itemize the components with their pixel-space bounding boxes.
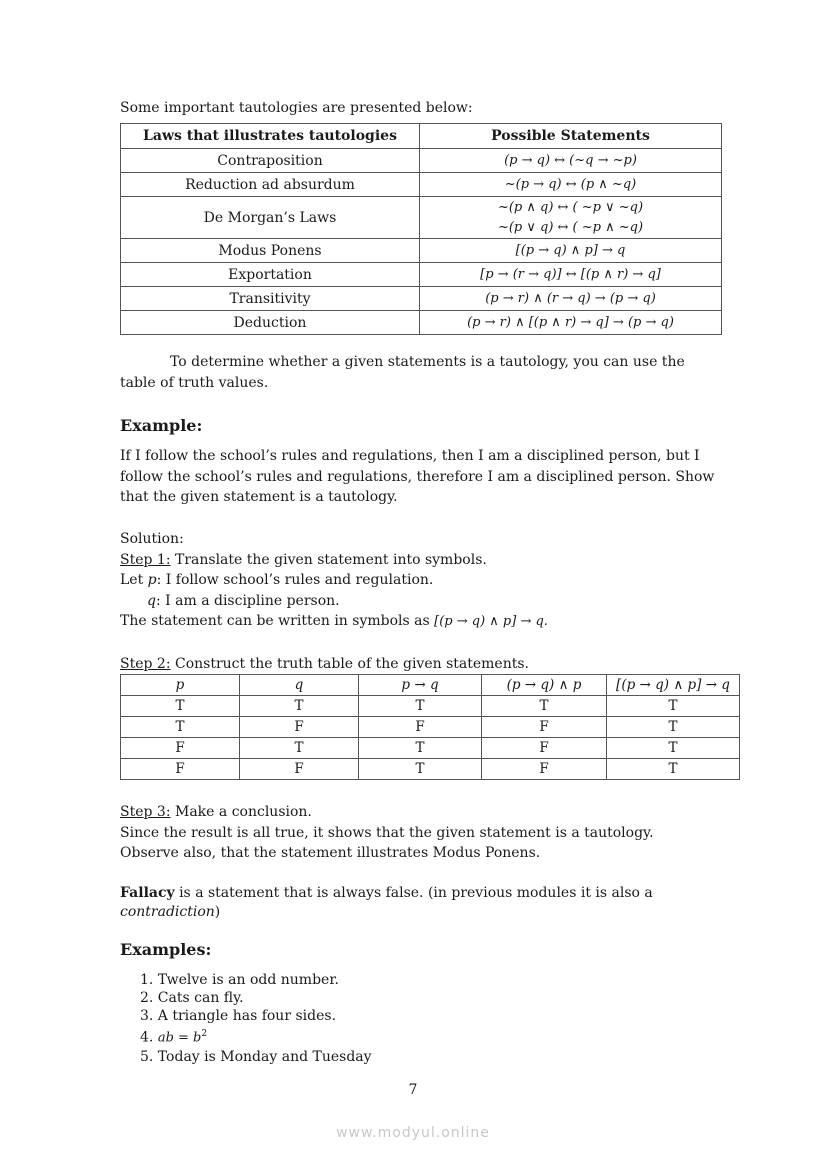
symbols-line xyxy=(120,611,746,633)
column-header: p → q xyxy=(359,675,482,696)
paragraph xyxy=(120,352,746,393)
law-statement xyxy=(420,197,722,239)
table-cell: T xyxy=(359,696,482,717)
paragraph-line: table of truth values. xyxy=(120,374,269,391)
step-label: Step 1: xyxy=(120,551,171,568)
list-item: 3. A triangle has four sides. xyxy=(140,1008,337,1024)
table-cell: T xyxy=(607,759,740,780)
step-1 xyxy=(120,550,746,571)
variable-p: p xyxy=(147,572,157,588)
column-header: Laws that illustrates tautologies xyxy=(121,124,420,149)
solution-label: Solution: xyxy=(120,531,184,547)
math-expression: ab = b xyxy=(157,1030,202,1046)
table-row xyxy=(121,696,740,717)
exponent: 2 xyxy=(201,1029,208,1039)
truth-table xyxy=(120,674,740,780)
column-header: Possible Statements xyxy=(420,124,722,149)
table-row xyxy=(121,717,740,738)
q-definition: : I am a discipline person. xyxy=(155,592,340,609)
page-number: 7 xyxy=(408,1082,418,1098)
list-item: 5. Today is Monday and Tuesday xyxy=(140,1048,372,1065)
law-statement: (p → q) ↔ (~q → ~p) xyxy=(420,149,722,173)
law-name: Contraposition xyxy=(121,149,420,173)
list-number: 4. xyxy=(140,1029,158,1046)
paragraph-line: To determine whether a given statements is a tautology, you can use the xyxy=(170,354,685,370)
law-name: Modus Ponens xyxy=(121,239,420,263)
table-cell: T xyxy=(359,738,482,759)
example-text: If I follow the school’s rules and regulations, then I am a disciplined person, but I follow the school’s rules and regulations, therefore I am a disciplined person. Show that the given statement is a tautology. xyxy=(120,448,715,505)
law-name: Deduction xyxy=(121,311,420,335)
table-row xyxy=(121,197,722,239)
example-heading: Example: xyxy=(120,416,203,435)
law-name: Exportation xyxy=(121,263,420,287)
conclusion-line: Observe also, that the statement illustrates Modus Ponens. xyxy=(120,845,541,861)
table-row xyxy=(121,239,722,263)
variable-q: q xyxy=(147,592,156,609)
p-definition: : I follow school’s rules and regulation. xyxy=(156,572,434,588)
list-item: 2. Cats can fly. xyxy=(140,990,244,1006)
examples-heading: Examples: xyxy=(120,940,212,959)
table-row xyxy=(121,173,722,197)
let-p-line xyxy=(120,570,746,591)
step-3 xyxy=(120,802,746,823)
table-row xyxy=(121,287,722,311)
table-cell: T xyxy=(359,759,482,780)
table-row xyxy=(121,149,722,173)
table-cell: T xyxy=(607,696,740,717)
table-header-row xyxy=(121,675,740,696)
examples-list xyxy=(140,971,372,1066)
law-statement: ~(p → q) ↔ (p ∧ ~q) xyxy=(420,173,722,197)
column-header: q xyxy=(240,675,359,696)
list-item xyxy=(140,1025,372,1048)
law-statement: [p → (r → q)] ↔ [(p ∧ r) → q] xyxy=(420,263,722,287)
fallacy-definition xyxy=(120,884,746,922)
table-cell: F xyxy=(482,738,607,759)
column-header: p xyxy=(121,675,240,696)
step-text: Make a conclusion. xyxy=(170,804,312,820)
table-row xyxy=(121,738,740,759)
solution-block xyxy=(120,529,746,633)
step-2 xyxy=(120,654,746,675)
table-cell: F xyxy=(121,759,240,780)
table-row xyxy=(121,759,740,780)
table-row xyxy=(121,311,722,335)
table-cell: T xyxy=(240,738,359,759)
fallacy-term: Fallacy xyxy=(120,885,175,901)
step-3-block xyxy=(120,802,746,864)
fallacy-close: ) xyxy=(214,904,221,920)
step-text: Construct the truth table of the given statements. xyxy=(170,656,529,672)
law-name: Transitivity xyxy=(121,287,420,311)
table-header-row xyxy=(121,124,722,149)
column-header: [(p → q) ∧ p] → q xyxy=(607,675,740,696)
law-statement-line: ~(p ∧ q) ↔ ( ~p ∨ ~q) xyxy=(497,199,644,215)
law-statement-line: ~(p ∨ q) ↔ ( ~p ∧ ~q) xyxy=(497,219,644,235)
table-cell: F xyxy=(359,717,482,738)
table-cell: T xyxy=(240,696,359,717)
law-name: Reduction ad absurdum xyxy=(121,173,420,197)
fallacy-italic: contradiction xyxy=(120,904,215,920)
conclusion-line: Since the result is all true, it shows that the given statement is a tautology. xyxy=(120,824,654,841)
watermark: www.modyul.online xyxy=(336,1125,490,1141)
table-cell: T xyxy=(482,696,607,717)
table-cell: F xyxy=(121,738,240,759)
table-cell: T xyxy=(121,696,240,717)
table-cell: F xyxy=(482,759,607,780)
symbols-text: The statement can be written in symbols as xyxy=(120,613,435,629)
intro-text: Some important tautologies are presented below: xyxy=(120,100,473,116)
let-label: Let xyxy=(120,572,148,588)
table-cell: T xyxy=(607,738,740,759)
list-item: 1. Twelve is an odd number. xyxy=(140,972,339,988)
tautology-laws-table xyxy=(120,123,722,335)
table-cell: T xyxy=(121,717,240,738)
step-label: Step 3: xyxy=(120,804,171,820)
table-cell: F xyxy=(482,717,607,738)
fallacy-text: is a statement that is always false. (in previous modules it is also a xyxy=(174,885,653,901)
let-q-line xyxy=(120,591,746,612)
table-cell: F xyxy=(240,759,359,780)
symbols-expression: [(p → q) ∧ p] → q. xyxy=(434,614,548,629)
table-cell: F xyxy=(240,717,359,738)
table-cell: T xyxy=(607,717,740,738)
law-statement: (p → r) ∧ (r → q) → (p → q) xyxy=(420,287,722,311)
step-label: Step 2: xyxy=(120,656,171,672)
step-text: Translate the given statement into symbols. xyxy=(170,551,487,568)
column-header: (p → q) ∧ p xyxy=(482,675,607,696)
law-statement: (p → r) ∧ [(p ∧ r) → q] → (p → q) xyxy=(420,311,722,335)
table-row xyxy=(121,263,722,287)
law-name: De Morgan’s Laws xyxy=(121,197,420,239)
law-statement: [(p → q) ∧ p] → q xyxy=(420,239,722,263)
